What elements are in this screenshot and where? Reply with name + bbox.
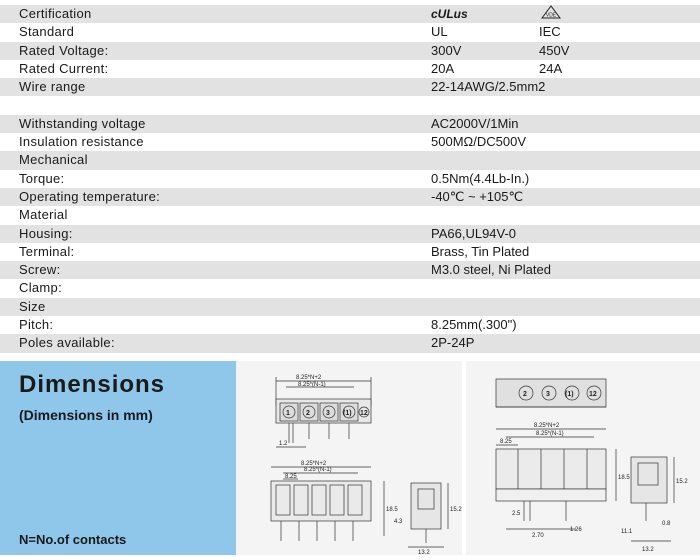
dim-pitch-inner-2: 8.25*(N-1) [304,467,332,473]
pole-2: 2 [306,410,310,417]
dim-pin-offset: 1.2 [279,441,288,447]
spec-label: Certification [19,6,92,21]
drawing-right [466,361,700,555]
spec-value-1: 0.5Nm(4.4Lb-In.) [431,170,530,186]
pole-1: 1 [286,410,290,417]
spec-row [0,206,700,224]
spec-label: Poles available: [19,335,115,351]
spec-label: Screw: [19,262,61,278]
r-dim-pin-pitch: 2.70 [532,533,544,539]
dim-pitch: 8.25 [285,474,297,480]
spec-label: Standard [19,24,75,40]
r-pole-3: 3 [546,391,550,398]
r-dim-pitch: 8.25 [500,439,512,445]
spec-label: Rated Current: [19,60,109,76]
spec-row [0,151,700,169]
spec-table [0,5,700,353]
spec-row [0,334,700,352]
r-pole-2: 2 [523,391,527,398]
dimensions-subtitle: (Dimensions in mm) [19,407,153,423]
pole-12: 12 [360,410,368,417]
spec-label: Operating temperature: [19,188,161,204]
dim-depth: 13.2 [418,550,430,555]
spec-value-1: -40℃ ~ +105℃ [431,188,524,204]
spec-value-1: 22-14AWG/2.5mm2 [431,79,546,95]
ul-logo: cULus [431,7,468,21]
spec-value-1: 500MΩ/DC500V [431,134,526,150]
spec-row [0,5,700,23]
spec-row [0,225,700,243]
r-dim-side-height: 15.2 [676,479,688,485]
spec-label: Pitch: [19,317,54,333]
pole-3: 3 [326,410,330,417]
spec-row [0,170,700,188]
dim-pitch-total-2: 8.25*N+2 [301,461,327,467]
spec-label: Mechanical [19,152,88,168]
spec-row [0,261,700,279]
spec-value-1: 8.25mm(.300") [431,317,517,333]
spec-value-1: Brass, Tin Plated [431,243,530,259]
spec-label: Terminal: [19,243,75,259]
drawing-left [236,361,462,555]
r-dim-pitch-inner: 8.25*(N-1) [536,431,564,437]
spec-value-1: PA66,UL94V-0 [431,225,517,241]
spec-value-2: 450V [539,42,570,58]
spec-row [0,23,700,41]
svg-text:VDE: VDE [545,12,557,19]
spec-row [0,188,700,206]
r-dim-gap: 0.8 [662,521,671,527]
spec-row [0,60,700,78]
spec-row [0,243,700,261]
r-dim-depth: 13.2 [642,547,654,553]
dimensions-panel [0,361,236,555]
spec-label: Rated Voltage: [19,42,109,58]
spec-label: Housing: [19,225,73,241]
left-terminal-drawing [236,361,462,555]
spec-label: Size [19,298,46,314]
right-terminal-drawing [466,361,700,555]
spec-value-1: 2P-24P [431,335,475,351]
contacts-note: N=No.of contacts [19,532,127,547]
spec-value-1: 300V [431,42,462,58]
spec-label: Material [19,207,68,223]
spec-row [0,133,700,151]
spec-row [0,78,700,96]
r-dim-pitch-total: 8.25*N+2 [534,423,560,429]
spec-value-1: M3.0 steel, Ni Plated [431,262,551,278]
dim-pitch-inner: 8.25*(N-1) [298,382,326,388]
r-dim-pin-w: 1.26 [570,527,582,533]
spec-value-2: IEC [539,24,561,40]
dim-side-height: 15.2 [450,507,462,513]
spec-label: Insulation resistance [19,134,144,150]
spec-value-1: AC2000V/1Min [431,115,519,131]
pole-11: (1) [343,410,352,417]
spec-row [0,96,700,114]
spec-value-1: UL [431,24,448,40]
spec-row [0,115,700,133]
dim-pitch-total: 8.25*N+2 [296,375,322,381]
r-dim-height: 18.5 [618,475,630,481]
r-dim-side-pin: 11.1 [621,529,633,535]
dim-height: 18.5 [386,507,398,513]
spec-row [0,316,700,334]
vde-logo [541,5,561,24]
spec-label: Clamp: [19,280,62,296]
dimensions-title: Dimensions [19,371,166,398]
r-pole-12: 12 [589,391,597,398]
dim-pin-len: 4.3 [394,519,403,525]
spec-row [0,279,700,297]
spec-label: Withstanding voltage [19,115,146,131]
spec-label: Torque: [19,170,65,186]
spec-row [0,42,700,60]
r-pole-11: (1) [565,391,574,398]
spec-value-1: 20A [431,60,455,76]
spec-row [0,298,700,316]
r-dim-pin-step: 2.5 [512,511,521,517]
spec-value-2: 24A [539,60,563,76]
spec-label: Wire range [19,79,86,95]
